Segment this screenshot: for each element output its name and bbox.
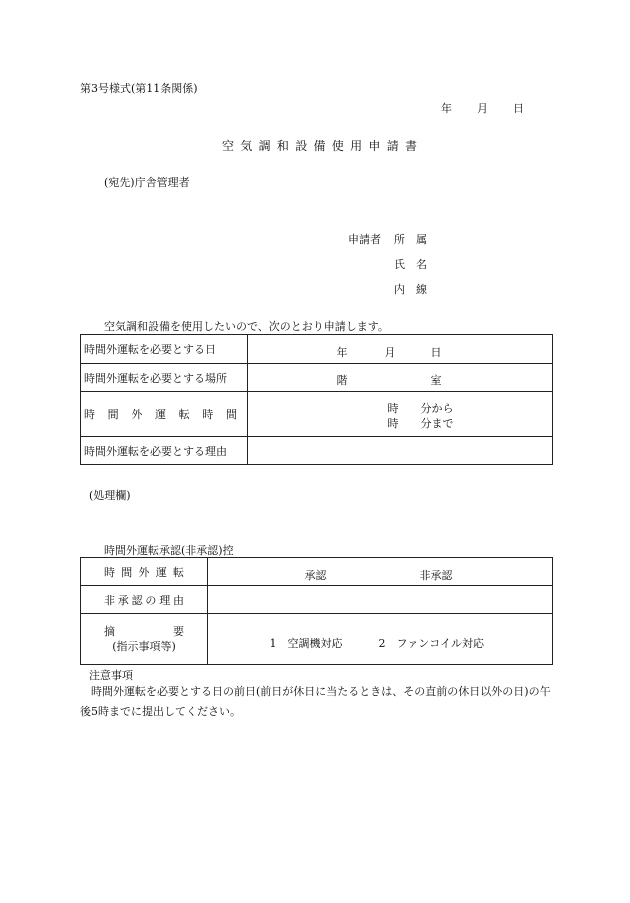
approval-row-label-text: 時 間 外 運 転 [104,565,184,579]
place-row-value[interactable] [248,364,553,392]
notes-heading: 注意事項 [89,669,133,682]
summary-label-main: 摘 要 [104,625,184,638]
hours-row-label-text: 時 間 外 運 転 時 間 [84,408,237,421]
processing-table [80,557,553,665]
hours-row-label [81,392,248,437]
table-row [81,392,553,437]
option-fan-coil[interactable]: 2 ファンコイル対応 [378,636,484,650]
rejection-reason-label [81,586,208,614]
affiliation-label: 所 属 [394,233,427,246]
end-time: 時 分まで [387,416,454,430]
summary-label-sub: (指示事項等) [112,640,176,653]
summary-row-label-wrap [81,624,207,654]
rejection-reason-value[interactable] [208,586,553,614]
table-row [81,335,553,364]
year-label: 年 [336,345,348,359]
approval-row-value[interactable] [208,558,553,586]
reason-row-label: 時間外運転を必要とする理由 [81,437,248,465]
floor-label: 階 [336,373,348,387]
form-number: 第3号様式(第11条関係) [80,82,198,95]
table-row [81,586,553,614]
date-row-value[interactable] [248,335,553,364]
date-day-label: 日 [513,102,524,115]
request-table [80,334,553,465]
table-row [81,437,553,465]
summary-row-label [81,614,208,665]
rejection-reason-label-text: 非 承 認 の 理 由 [104,593,184,607]
approval-row-label [81,558,208,586]
summary-row-value[interactable] [208,614,553,665]
day-label: 日 [430,345,442,359]
table-row [81,558,553,586]
option-air-conditioner[interactable]: 1 空調機対応 [269,636,343,650]
reject-option[interactable]: 非承認 [419,568,453,582]
date-year-label: 年 [441,102,452,115]
approve-option[interactable]: 承認 [304,568,327,582]
notes-body: 時間外運転を必要とする日の前日(前日が休日に当たるときは、その直前の休日以外の日)の午後5時までに提出してください。 [80,685,551,718]
addressee: (宛先)庁舎管理者 [104,176,190,189]
approval-row-label-wrap [81,564,207,580]
date-month-label: 月 [477,102,488,115]
table-row [81,364,553,392]
month-label: 月 [384,345,396,359]
rejection-reason-label-wrap [81,592,207,608]
page-title: 空気調和設備使用申請書 [222,139,424,153]
applicant-label: 申請者 [348,233,381,246]
place-row-label: 時間外運転を必要とする場所 [81,364,248,392]
reason-row-value[interactable] [248,437,553,465]
extension-label: 内 線 [394,283,427,296]
start-time: 時 分から [387,401,454,415]
hours-row-value[interactable] [248,392,553,437]
date-row-label: 時間外運転を必要とする日 [81,335,248,364]
name-label: 氏 名 [394,258,427,271]
processing-label: (処理欄) [89,489,131,502]
room-label: 室 [430,373,442,387]
copy-title: 時間外運転承認(非承認)控 [104,544,234,557]
table-row [81,614,553,665]
intro-text: 空気調和設備を使用したいので、次のとおり申請します。 [104,320,389,333]
